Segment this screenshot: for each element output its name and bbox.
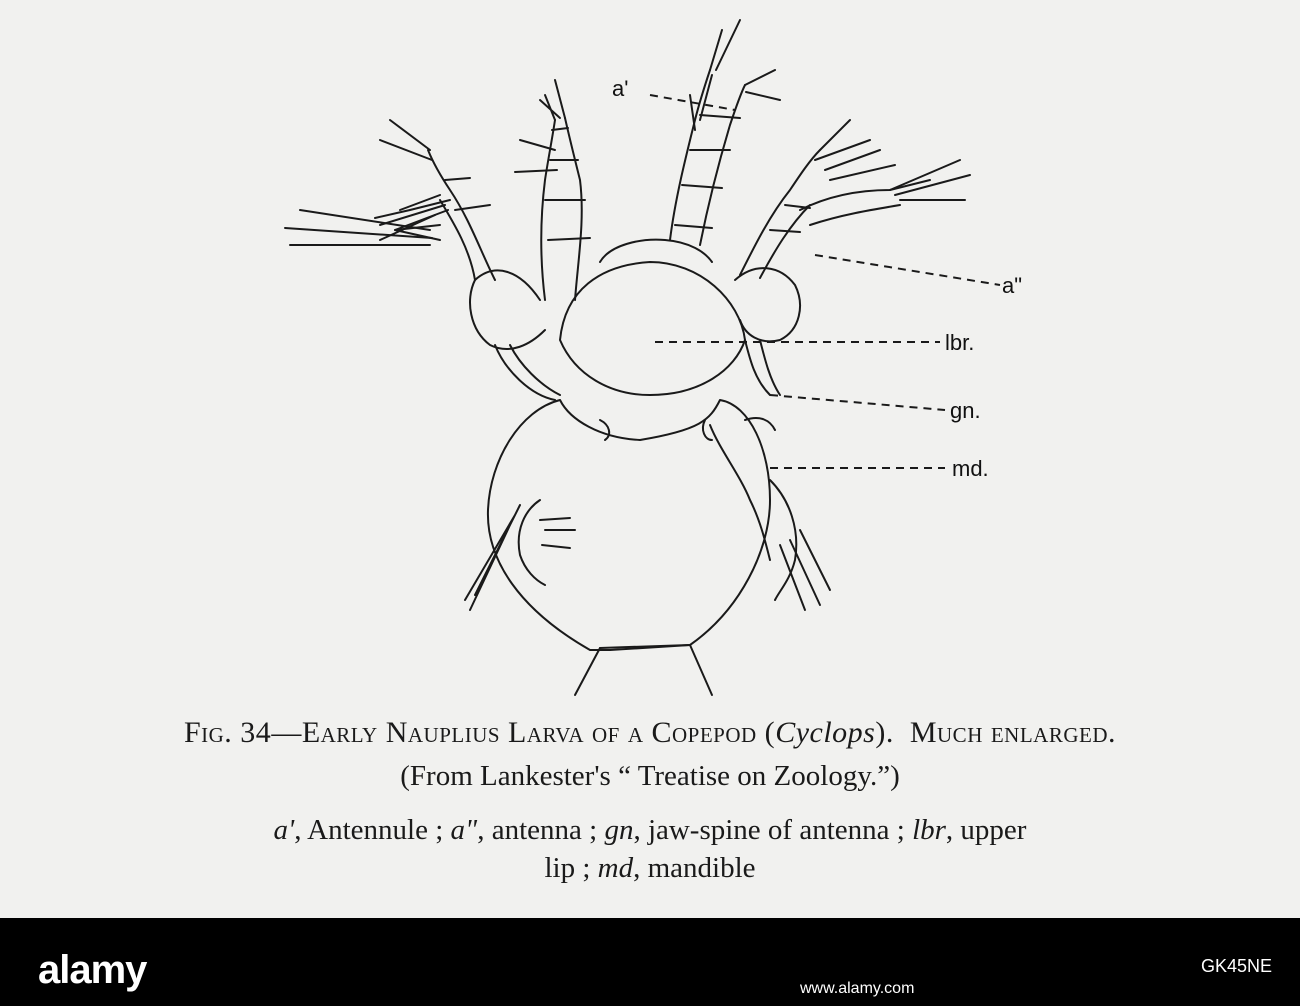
watermark [0, 948, 1300, 997]
mandible-label: md. [952, 456, 989, 481]
legend-key-mandible: md [597, 852, 634, 884]
body-outline [488, 400, 770, 650]
watermark-id: GK45NE [1200, 956, 1272, 976]
legend-text-jaw-spine: , jaw-spine of antenna ; [633, 814, 913, 846]
antenna-leader [815, 255, 1000, 285]
legend-key-jaw-spine: gn [604, 814, 634, 846]
legend-key-antenna: a" [450, 814, 478, 846]
upper-lip-label: lbr. [945, 330, 975, 355]
antenna-label: a" [1002, 273, 1023, 298]
caption-source [0, 760, 1300, 793]
caption-enlarged: Much enlarged. [909, 716, 1117, 749]
genus-name: Cyclops [775, 716, 876, 749]
upper-lip [560, 262, 745, 395]
watermark-url: www.alamy.com [800, 980, 915, 997]
caption-legend-line-2 [0, 852, 1300, 885]
jaw-spine [745, 340, 770, 395]
watermark-logo: alamy [38, 948, 147, 992]
legend-key-antennule: a' [273, 814, 295, 846]
legend-text-antenna: , antenna ; [477, 814, 605, 846]
antennule-label: a' [612, 76, 629, 101]
legend-text-mandible: , mandible [633, 852, 756, 884]
caption-source-text: (From Lankester's “ Treatise on Zoology.”) [400, 760, 900, 792]
caption-title [0, 716, 1300, 750]
figure-number: Fig. 34 [183, 716, 272, 749]
jaw-spine-leader [770, 395, 945, 410]
legend-text-lip: lip ; [544, 852, 598, 884]
caption-title-text: —Early Nauplius Larva of a Copepod ( [271, 716, 776, 749]
caption-title-end: ). [875, 716, 894, 749]
legend-text-upper-lip: , upper [945, 814, 1027, 846]
legend-text-antennule: , Antennule ; [294, 814, 451, 846]
jaw-spine-label: gn. [950, 398, 981, 423]
caption-legend-line-1 [0, 814, 1300, 847]
legend-key-upper-lip: lbr [912, 814, 946, 846]
